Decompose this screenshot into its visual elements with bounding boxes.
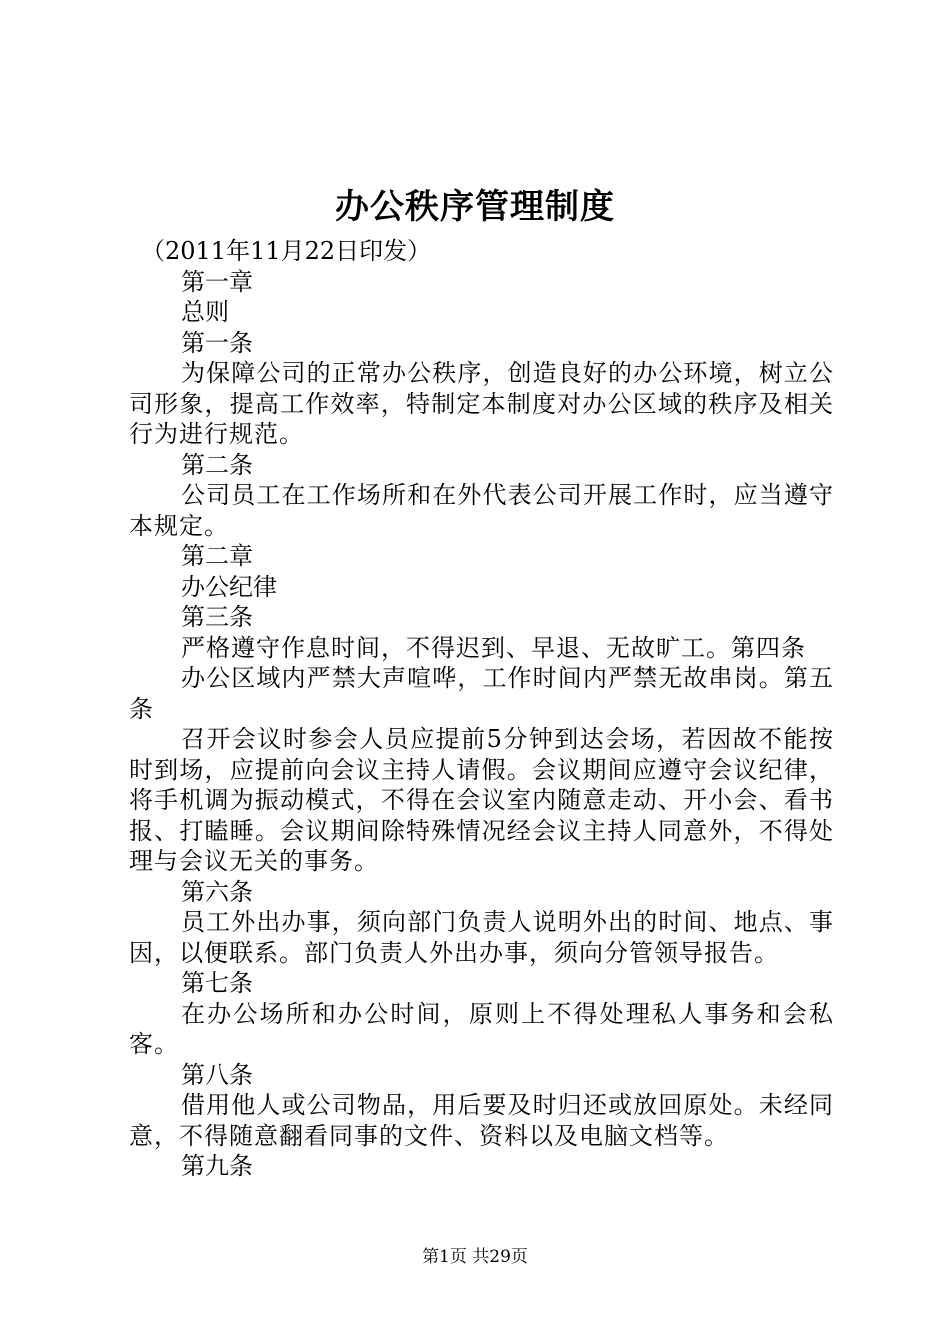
document-body (129, 236, 834, 1182)
article-heading: 第三条 (181, 603, 253, 631)
article-text: 办公区域内严禁大声喧哗，工作时间内严禁无故串岗。第五条 (129, 664, 834, 723)
chapter-heading: 第二章 (181, 542, 253, 570)
article-heading: 第一条 (181, 328, 253, 357)
article-text: 严格遵守作息时间，不得迟到、早退、无故旷工。第四条 (181, 633, 806, 662)
article-heading: 第九条 (181, 1152, 253, 1180)
article-text: 召开会议时参会人员应提前5分钟到达会场，若因故不能按时到场，应提前向会议主持人请假。会议期间应遵守会议纪律，将手机调为振动模式，不得在会议室内随意走动、开小会、看书报、打瞌睡。会议期间除特殊情况经会议主持人同意外，不得处理与会议无关的事务。 (129, 725, 834, 875)
chapter-name: 总则 (181, 298, 229, 326)
chapter-heading: 第一章 (181, 267, 253, 296)
article-text: 为保障公司的正常办公秩序，创造良好的办公环境，树立公司形象，提高工作效率，特制定本制度对办公区域的秩序及相关行为进行规范。 (129, 359, 834, 448)
article-text: 公司员工在工作场所和在外代表公司开展工作时，应当遵守本规定。 (129, 481, 834, 540)
article-text: 在办公场所和办公时间，原则上不得处理私人事务和会私客。 (129, 999, 834, 1058)
document-title: 办公秩序管理制度 (335, 187, 615, 227)
article-heading: 第八条 (181, 1060, 253, 1089)
date-note: （2011年11月22日印发） (141, 237, 432, 265)
article-heading: 第七条 (181, 969, 253, 997)
article-text: 员工外出办事，须向部门负责人说明外出的时间、地点、事因，以便联系。部门负责人外出办事，须向分管领导报告。 (129, 908, 834, 967)
article-heading: 第二条 (181, 450, 253, 479)
chapter-name: 办公纪律 (181, 572, 277, 601)
page-number-footer: 第1页 共29页 (422, 1247, 528, 1267)
article-text: 借用他人或公司物品，用后要及时归还或放回原处。未经同意，不得随意翻看同事的文件、资料以及电脑文档等。 (129, 1091, 834, 1150)
article-heading: 第六条 (181, 877, 253, 906)
